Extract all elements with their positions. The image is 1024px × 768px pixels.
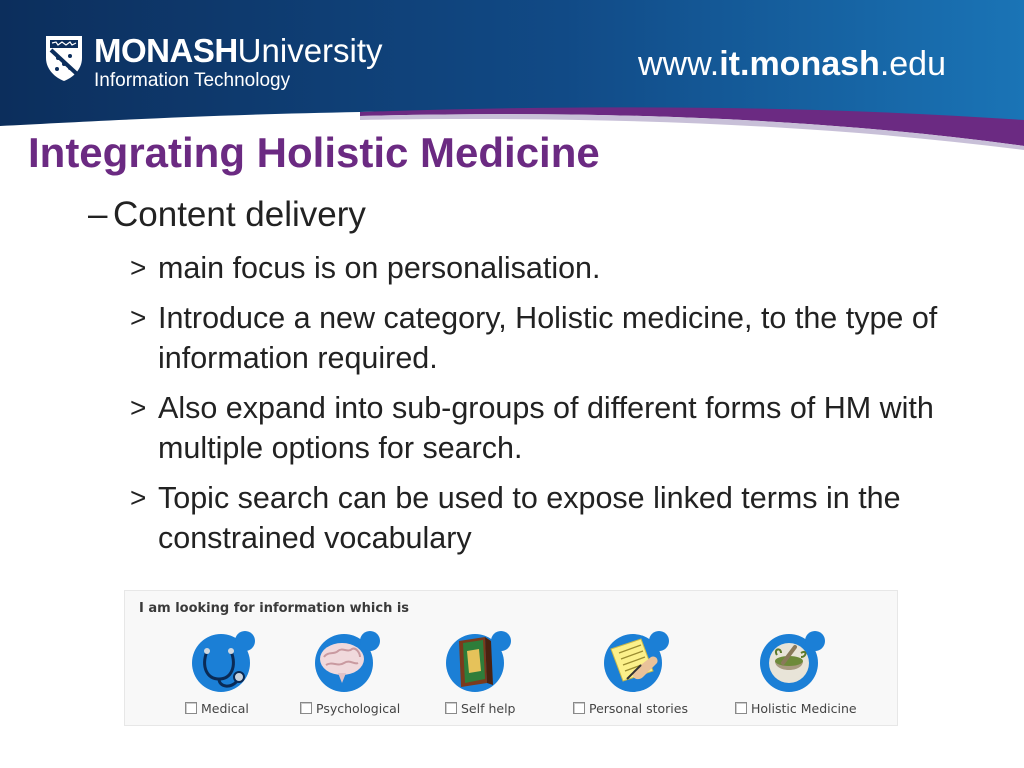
bullet-text: Introduce a new category, Holistic medicine, to the type of information required.	[158, 301, 938, 375]
medical-checkbox[interactable]	[185, 702, 197, 714]
subheading-text: Content delivery	[113, 195, 366, 234]
personal-stories-checkbox[interactable]	[573, 702, 585, 714]
self-help-checkbox[interactable]	[445, 702, 457, 714]
option-label: Personal stories	[589, 701, 688, 716]
url-domain: it.monash	[719, 45, 880, 83]
university-name-rest: University	[237, 32, 383, 69]
option-label: Self help	[461, 701, 516, 716]
subheading-dash: –	[88, 195, 108, 234]
option-row	[185, 701, 249, 716]
panel-question: I am looking for information which is	[139, 601, 410, 616]
option-label: Holistic Medicine	[751, 701, 857, 716]
monash-crest-logo	[44, 34, 84, 82]
bullet-text: Topic search can be used to expose linked terms in the constrained vocabulary	[158, 481, 901, 555]
stethoscope-icon	[185, 627, 265, 693]
bullet-text: Also expand into sub-groups of different forms of HM with multiple options for search.	[158, 391, 934, 465]
website-url	[638, 44, 946, 84]
option-self-help[interactable]	[445, 627, 585, 723]
university-name-bold: MONASH	[94, 32, 238, 69]
bullet-marker: >	[130, 252, 147, 283]
psychological-checkbox[interactable]	[300, 702, 312, 714]
brain-icon	[308, 627, 388, 693]
option-row	[300, 701, 400, 716]
slide-title: Integrating Holistic Medicine	[28, 129, 600, 176]
option-label: Medical	[201, 701, 249, 716]
bullet-marker: >	[130, 302, 147, 333]
faculty-name: Information Technology	[94, 70, 291, 91]
writing-hand-icon	[597, 627, 677, 693]
option-row	[735, 701, 857, 716]
option-psychological[interactable]	[300, 627, 440, 723]
university-name	[94, 33, 383, 69]
bullet-marker: >	[130, 482, 147, 513]
category-selection-panel	[124, 590, 898, 726]
bullet-item	[130, 478, 1010, 558]
option-row	[445, 701, 516, 716]
bullet-item	[130, 248, 1010, 288]
holistic-medicine-checkbox[interactable]	[735, 702, 747, 714]
option-personal-stories[interactable]	[573, 627, 713, 723]
url-suffix: .edu	[879, 45, 946, 83]
option-label: Psychological	[316, 701, 401, 716]
option-holistic-medicine[interactable]	[735, 627, 875, 723]
subheading	[88, 194, 366, 236]
bullet-item	[130, 388, 1010, 468]
bullet-list	[130, 248, 1010, 568]
mortar-pestle-icon	[753, 627, 833, 693]
bullet-marker: >	[130, 392, 147, 423]
bullet-item	[130, 298, 1010, 378]
option-row	[573, 701, 688, 716]
bullet-text: main focus is on personalisation.	[158, 251, 601, 285]
book-icon	[441, 627, 521, 693]
url-prefix: www.	[638, 45, 720, 83]
